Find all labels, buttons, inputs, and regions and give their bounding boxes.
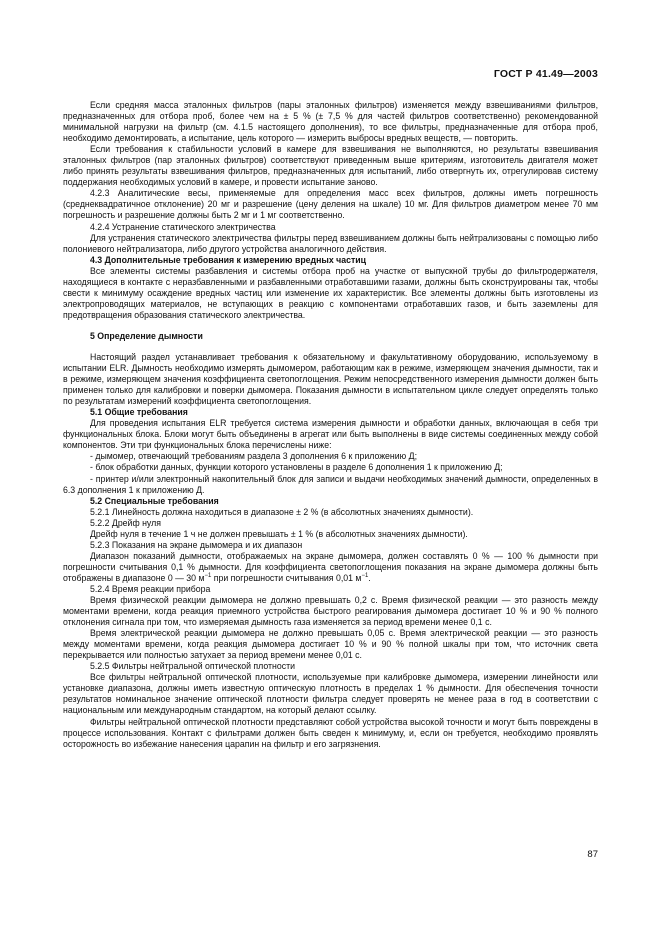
paragraph: Время электрической реакции дымомера не должно превышать 0,05 с. Время электрической реакции — это разность между моментами времени, когда реакция дымомера достигает 10 % и 90 % полной шкалы при том, что источник света перекрывается или полностью затухает за период времени менее 0,01 с. [63, 628, 598, 661]
paragraph: - блок обработки данных, функции которого установлены в разделе 6 дополнения 1 к приложению Д; [90, 462, 503, 473]
section-heading: 5 Определение дымности [90, 330, 203, 341]
page-number: 87 [587, 849, 598, 860]
document-header: ГОСТ Р 41.49—2003 [493, 68, 598, 80]
paragraph: 5.2.2 Дрейф нуля [90, 517, 161, 528]
paragraph: Все фильтры нейтральной оптической плотности, используемые при калибровке дымомера, измерении линейности или установке диапазона, должны иметь известную оптическую плотность в пределах 1 % дымности. Для обеспечения точности результатов номинальное значение оптической плотности фильтра следует проверять не менее раза в год в соответствии с национальным или международным стандартом, на который делают ссылку. [63, 672, 598, 716]
paragraph: 5.2.5 Фильтры нейтральной оптической плотности [90, 661, 296, 672]
section-heading: 5.2 Специальные требования [90, 495, 219, 506]
paragraph: 5.2.3 Показания на экране дымомера и их диапазон [90, 539, 303, 550]
paragraph: Если средняя масса эталонных фильтров (пары эталонных фильтров) изменяется между взвешиваниями фильтров, предназначенных для отбора проб, более чем на ± 5 % (± 7,5 % для частей фильтров соответственно) рекомендованной минимальной нагрузки на фильтр (см. 4.1.5 настоящего дополнения), то все фильтры, предназначенные для отбора проб, необходимо демонтировать, а испытание, цель которого — измерить выбросы вредных веществ, — повторить. [63, 100, 598, 144]
paragraph: Время физической реакции дымомера не должно превышать 0,2 с. Время физической реакции — это разность между моментами времени, когда реакция приемного устройства быстрого реагирования дымомера достигает 10 % и 90 % полного отклонения сигнала при том, что измеряемая дымность газа изменяется за период времени менее 0,1 с. [63, 595, 598, 628]
paragraph: Диапазон показаний дымности, отображаемых на экране дымомера, должен составлять 0 % — 100 % дымности при погрешности считывания 0,1 % дымности. Для коэффициента светопоглощения показания на экране дымомера должны быть отображены в диапазоне 0 — 30 $м^{-1}$ при погрешности считывания 0,01 $м^{-1}$. [63, 550, 598, 583]
paragraph: - принтер и/или электронный накопительный блок для записи и выдачи необходимых значений дымности, определенных в 6.3 дополнения 1 к приложению Д. [63, 473, 598, 495]
paragraph: Дрейф нуля в течение 1 ч не должен превышать ± 1 % (в абсолютных значениях дымности). [90, 528, 468, 539]
paragraph: Для устранения статического электричества фильтры перед взвешиванием должны быть нейтрализованы с помощью либо полониевого нейтрализатора, либо другого устройства аналогичного действия. [63, 232, 598, 254]
paragraph: 4.2.3 Аналитические весы, применяемые для определения масс всех фильтров, должны иметь погрешность (среднеквадратичное отклонение) 20 мг и разрешение (цену деления на шкале) 10 мг. Для фильтров диаметром менее 70 мм погрешность и разрешение должны быть 2 мг и 1 мг соответственно. [63, 188, 598, 221]
paragraph: - дымомер, отвечающий требованиям раздела 3 дополнения 6 к приложению Д; [90, 451, 417, 462]
paragraph: Все элементы системы разбавления и системы отбора проб на участке от выпускной трубы до фильтродержателя, находящиеся в контакте с неразбавленными и разбавленными отработавшими газами, должны быть сконструированы так, чтобы свести к минимуму осаждение вредных частиц или изменение их характеристик. Все элементы должны быть изготовлены из электропроводящих материалов, не вступающих в реакцию с компонентами отработавших газов, и быть заземлены для предотвращения образования статического электричества. [63, 265, 598, 320]
paragraph: Фильтры нейтральной оптической плотности представляют собой устройства высокой точности и могут быть повреждены в процессе использования. Контакт с фильтрами должен быть сведен к минимуму, и, если он требуется, необходимо проявлять осторожность во избежание нанесения царапин на фильтр и его загрязнения. [63, 716, 598, 749]
paragraph: 5.2.4 Время реакции прибора [90, 583, 211, 594]
section-heading: 4.3 Дополнительные требования к измерению вредных частиц [90, 254, 367, 265]
paragraph: Для проведения испытания ELR требуется система измерения дымности и обработки данных, включающая в себя три функциональных блока. Блоки могут быть объединены в агрегат или быть выполнены в виде системы соединенных между собой компонентов. Эти три функциональных блока перечислены ниже: [63, 418, 598, 451]
paragraph: 5.2.1 Линейность должна находиться в диапазоне ± 2 % (в абсолютных значениях дымности). [90, 506, 474, 517]
document-body [63, 100, 598, 750]
section-heading: 5.1 Общие требования [90, 407, 188, 418]
paragraph: Настоящий раздел устанавливает требования к обязательному и факультативному оборудованию, используемому в испытании ELR. Дымность необходимо измерять дымомером, работающим как в режиме, измеряющем значения дымности, так и в режиме, измеряющем значения коэффициента светопоглощения. Режим непосредственного измерения дымности должен быть применен только для калибровки и поверки дымомера. Показания дымности в испытательном цикле следует определять только по результатам измерений коэффициента светопоглощения. [63, 351, 598, 407]
paragraph: Если требования к стабильности условий в камере для взвешивания не выполняются, но результаты взвешивания эталонных фильтров (пар эталонных фильтров) соответствуют приведенным выше критериям, изготовитель двигателя может либо принять результаты взвешивания фильтров, предназначенных для испытаний, либо отвергнуть их, отрегулировав систему поддержания необходимых условий в камере, и провести испытание заново. [63, 144, 598, 188]
paragraph: 4.2.4 Устранение статического электричества [90, 221, 276, 232]
